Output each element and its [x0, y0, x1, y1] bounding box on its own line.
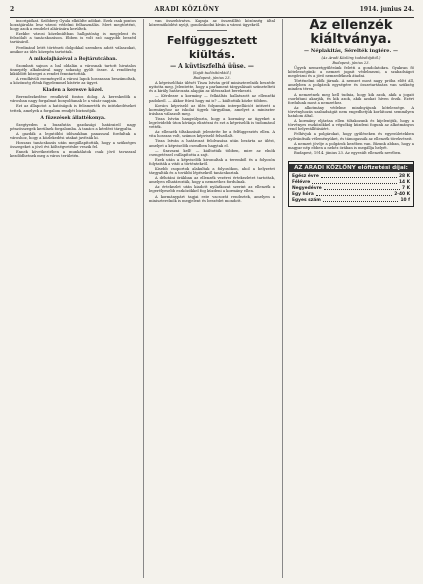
- paragraph: A képviselőház ülését Tisza István gróf miniszterelnök beszéde nyitotta meg. Jelentette, hogy a parlament tárgyalásait szünetelteti és a király határozata alapján az ülésszakot berekeszti.: [149, 81, 275, 94]
- byline: (Az Aradi Közlöny tudósítójától.): [321, 56, 381, 60]
- subscription-title: AZ ARADI KÖZLÖNY előfizetési díjai:: [289, 164, 413, 172]
- price-label: Egy hóra: [292, 191, 314, 197]
- paragraph: A nemzet jövője a polgárok kezében van. Bízunk abban, hogy a magyar nép ebben a nehéz órában is megállja helyét.: [288, 141, 414, 150]
- paragraph: Tisza István hangsúlyozta, hogy a kormány az ügyeket a legrövidebb úton kívánja elintézni és ezt a képviselők is tudomásul vették.: [149, 116, 275, 130]
- column-rule: [143, 19, 144, 578]
- paragraph: Szombati sajnos a bal oldalán a városnak tartott hivatalos ünnepély alkalmával nagy sokaság gyűlt össze. A rendőrség kiküldött közegei a rendet fenntartották.: [10, 63, 136, 76]
- paragraph: inscripiókat. Szöbbery Gyula elküldte adókat. Ezek csak pontos hozzájárulás lesz városi védelmi felhasználás. Mert megtörtént, hogy azok a rendelet aláírására kerültek.: [10, 19, 136, 32]
- price-label: Félévre: [292, 179, 311, 185]
- subscription-box: [288, 161, 414, 207]
- column-3: [288, 19, 414, 578]
- paragraph: Az alkotmány védelme mindnyájunk kötelessége. A törvényhozás szabadságát nem engedhetjük korlátozni semmilyen hatalom által.: [288, 105, 414, 119]
- price-label: Negyedévre: [292, 185, 322, 191]
- paragraph: Ferdinánd letét történeti dolgokkal szemben adott válaszokat, amikor az ülés közepén tartottak.: [10, 45, 136, 54]
- article-subhead: — Néplakitás, Sérelték ingiére. —: [304, 48, 398, 54]
- article-subhead: — A küvtiszfelhá üüse. —: [170, 63, 254, 71]
- price-value: 14 K: [398, 179, 410, 185]
- issue-date: 1914. junius 24.: [359, 6, 414, 13]
- price-value: 2·40 K: [394, 191, 410, 197]
- section-title: A füzezések állattékonya.: [40, 115, 106, 121]
- paragraph: A gazdák a legutóbbi időszakban panasszal fordultak a városhoz, hogy a közlekedési utakat javítsák ki.: [10, 131, 136, 140]
- paragraph: — Kérdezze a kormány — felkiáltás hallatszott az ellenzéki padokról. — Akkor fiúvá hogy mi is? — kiáltották közbe többen.: [149, 94, 275, 103]
- section-title: Kladen a keresve közel.: [42, 88, 104, 94]
- page-number: 2: [10, 6, 15, 13]
- paragraph: Felhívjuk a polgárokat, hogy gyűléseken és egyesületekben nyilvánítsák véleményüket, és támogassák az ellenzék törekvéseit.: [288, 132, 414, 141]
- paragraph: A kormánypárt tagjai este vacsorát rendeztek, amelyen a miniszterelnök is megjelent és beszédet mondott.: [149, 194, 275, 203]
- paragraph: Ennek következtében a munkálatok csak jövő tavasszal kezdődhetnek meg a város területén.: [10, 150, 136, 159]
- paragraph: Történelmi idők járnak. A nemzet most nagy próba előtt áll, amelyben a polgárok egységére és összetartására van szükség minden téren.: [288, 79, 414, 92]
- paragraph: Budapest, 1914. június 23. Az egyesült ellenzék nevében.: [294, 150, 402, 155]
- dateline: Budapest, június 23.: [332, 61, 370, 65]
- paragraph: A kormány eljárása ellen tiltakozunk és kijelentjük, hogy a törvényes eszközökkel a végsőkig küzdeni fogunk az alkotmányos rend helyreállításáért.: [288, 119, 414, 132]
- newspaper-title: ARADI KÖZLÖNY: [154, 6, 220, 13]
- dateline: Budapest, június 23.: [193, 76, 231, 81]
- paragraph: A rendkívüli eseményről a városi lapok hosszasan beszámoltak, a közönség élénk figyelemmel kísérte az ügyet.: [10, 77, 136, 86]
- section-title: A mikolajházéval a Bojtárutcában.: [28, 56, 118, 62]
- paragraph: Az értekezlet után kiadott nyilatkozat szerint az ellenzék a legerélyesebb eszközökkel fog küzdeni a kormány ellen.: [149, 185, 275, 194]
- paragraph: Kisebb csoportok alakultak a folyosókon, ahol a helyzetet tárgyalták és a további lépésekről tanácskoztak.: [149, 166, 275, 176]
- divider: [197, 30, 227, 31]
- paragraph: Berendezkedése rendkívül fontos dolog. A kereskedők a városban nagy forgalmat bonyolítanak le a vásár napjain.: [10, 95, 136, 104]
- article-headline: Felfüggesztett kiültás.: [166, 34, 258, 62]
- column-1: [10, 19, 136, 578]
- price-row: [292, 198, 410, 204]
- price-value: 28 K: [398, 173, 410, 179]
- paragraph: A délutáni órákban az ellenzék vezérei értekezletet tartottak, amelyen elhatározták, hogy a nemzethez fordulnak.: [149, 176, 275, 185]
- page-header: [10, 6, 414, 18]
- paragraph: Kovács képviselő az ülés folyamán interpellációt intézett a kormányhoz az iskolai ügyek tárgyában, amelyet a miniszter írásban válaszolt meg.: [149, 103, 275, 116]
- newspaper-page: [10, 6, 414, 578]
- columns: [10, 19, 414, 578]
- column-rule: [282, 19, 283, 578]
- paragraph: van összehívatva. Kapuja az összeállító közönség által közreműködést nyújt, gondoskodni kíván a városi ügyekről.: [149, 19, 275, 28]
- price-value: 10 f: [400, 197, 410, 203]
- paragraph: Az ellenzék tiltakozását jelentette be a felfüggesztés ellen. A vita hosszas volt, számos képviselő felszólalt.: [149, 130, 275, 139]
- price-label: Egész évre: [292, 173, 319, 179]
- byline: (Saját tudósítónktól.): [192, 71, 232, 76]
- paragraph: Ezt az állapotot a hatóságok is felismerték és intézkedéseket tettek, amelyek a forgalom rendjét biztosítják.: [10, 104, 136, 113]
- paragraph: Ezekbe városi közelmúltban hallgatóság is megjelent és felszólalt a tanácskozáson. Ebben is volt szó nagyobb beszéd tartásáról.: [10, 32, 136, 45]
- paragraph: — Szavazni kell! — kiáltották többen, mire az elnök csengetéssel csillapította a zajt.: [149, 148, 275, 157]
- article-headline: Az ellenzék kiáltványa.: [309, 19, 393, 47]
- price-label: Egyes szám: [292, 197, 321, 203]
- paragraph: Szegtyeden a buzafutás gazdasági határairól nagy pénzösszegek kerülnek forgalomba. A tanács a kérdést tárgyalta.: [10, 122, 136, 131]
- paragraph: Tisza István a határozat felolvasása után bezárta az ülést, amelyet a képviselők csendben hagytak el.: [149, 139, 275, 148]
- paragraph: Hosszas tanácskozás után megállapították, hogy a szükséges összegeket a jövő évi költségvetésbe veszik fel.: [10, 140, 136, 150]
- paragraph: A nemzetnek meg kell tudnia, hogy kik azok, akik a jogait csorbítani akarják, és kik azok, akik azokat híven őrzik. Ezért fordulunk most a nemzethez.: [288, 92, 414, 105]
- column-2: [149, 19, 275, 578]
- price-value: 7 K: [402, 185, 410, 191]
- paragraph: Ezek után a képviselők kivonultak a teremből és a folyosón folytatták a vitát a történtekről.: [149, 157, 275, 166]
- paragraph: Ügyek nemzetgyűlésünk feletti a gondolatokra. Gyakran fő kötelességünk: a nemzet jogait védelmezni, a szabadságot megőrizni és a jövő nemzedéknek átadni.: [288, 66, 414, 79]
